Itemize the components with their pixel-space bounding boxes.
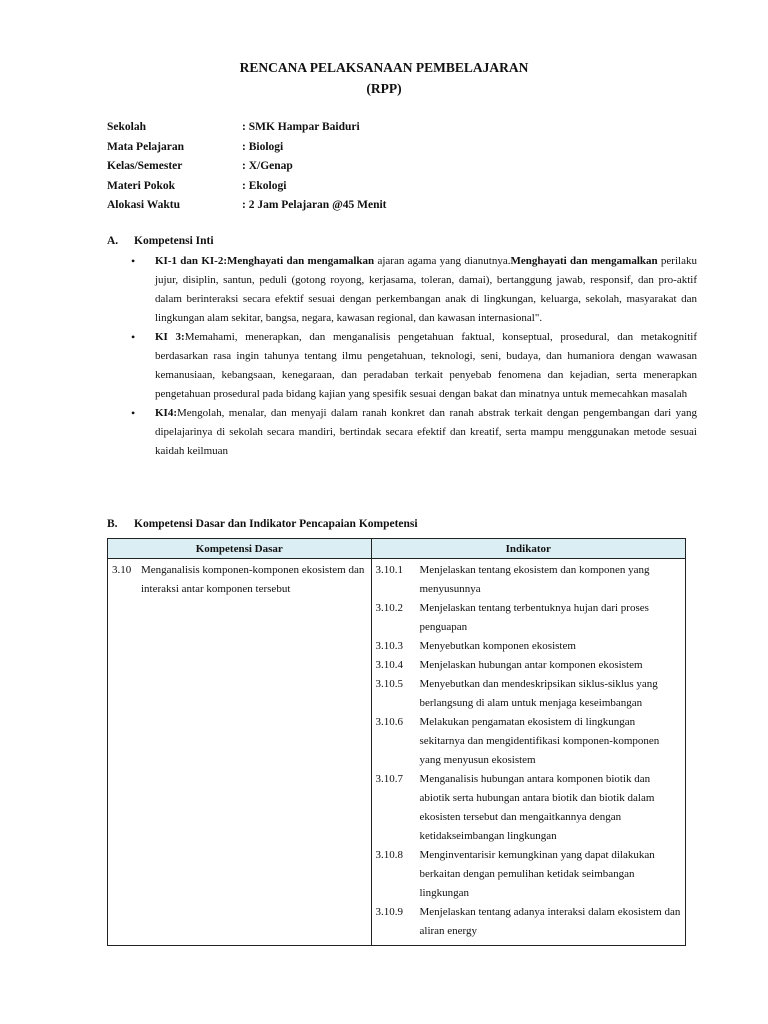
info-row-materi — [107, 180, 387, 200]
kd-text: Menganalisis komponen-komponen ekosistem dan interaksi antar komponen tersebut — [141, 564, 365, 595]
page-subtitle: (RPP) — [366, 81, 402, 96]
indikator-number: 3.10.4 — [375, 659, 403, 671]
info-value: : X/Genap — [242, 160, 293, 173]
indikator-text: Menginventarisir kemungkinan yang dapat dilakukan berkaitan dengan pemulihan ketidak seimbangan lingkungan — [419, 849, 655, 899]
column-header: Kompetensi Dasar — [108, 539, 372, 559]
page-title: RENCANA PELAKSANAAN PEMBELAJARAN — [239, 60, 529, 75]
bullet-icon: • — [131, 330, 136, 344]
indikator-item — [376, 637, 682, 656]
info-value: : 2 Jam Pelajaran @45 Menit — [242, 199, 387, 212]
indikator-item — [376, 713, 682, 770]
indikator-item — [376, 846, 682, 903]
indikator-item — [376, 599, 682, 637]
indikator-text: Menjelaskan tentang adanya interaksi dalam ekosistem dan aliran energy — [419, 906, 681, 937]
ki-text: ajaran agama yang dianutnya. — [374, 255, 511, 267]
table-header-row — [108, 539, 686, 559]
indikator-item — [376, 675, 682, 713]
indikator-number: 3.10.7 — [375, 773, 403, 785]
info-label: Sekolah — [107, 121, 146, 133]
kompetensi-inti-list — [131, 252, 697, 461]
indikator-cell — [371, 559, 686, 946]
ki-label: Menghayati dan mengamalkan — [510, 255, 658, 267]
bullet-icon: • — [131, 406, 136, 420]
list-item — [131, 328, 697, 404]
indikator-item — [376, 656, 682, 675]
indikator-text: Menjelaskan hubungan antar komponen ekosistem — [419, 659, 643, 671]
indikator-number: 3.10.1 — [375, 564, 403, 576]
ki-text: perilaku jujur, disiplin, santun, peduli (gotong royong, kerjasama, toleran, damai), bertanggung jawab, responsif, dan pro-aktif dalam berinteraksi secara efektif sesuai dengan perkembangan anak di lingkungan, keluarga, sekolah, masyarakat dan lingkungan alam sekitar, bangsa, negara, kawasan regional, dan kawasan internasional". — [155, 255, 697, 324]
indikator-text: Melakukan pengamatan ekosistem di lingkungan sekitarnya dan mengidentifikasi komponen-komponen yang menyusun ekosistem — [419, 716, 660, 766]
info-value: : Ekologi — [242, 179, 287, 192]
identity-block — [107, 121, 387, 219]
indikator-text: Menjelaskan tentang ekosistem dan komponen yang menyusunnya — [419, 564, 650, 595]
indikator-item — [376, 770, 682, 846]
indikator-text: Menyebutkan komponen ekosistem — [419, 640, 576, 652]
ki-label: KI4: — [155, 407, 177, 419]
table-row — [108, 559, 686, 946]
section-title: Kompetensi Inti — [134, 235, 214, 247]
kd-cell — [108, 559, 372, 946]
ki-text: Memahami, menerapkan, dan menganalisis pengetahuan faktual, konseptual, prosedural, dan metakognitif berdasarkan rasa ingin tahunya tentang ilmu pengetahuan, teknologi, seni, budaya, dan humaniora dengan wawasan kemanusiaan, kebangsaan, kenegaraan, dan peradaban terkait penyebab fenomena dan kejadian, serta menerapkan pengetahuan prosedural pada bidang kajian yang spesifik sesuai dengan bakat dan minatnya untuk memecahkan masalah — [155, 331, 698, 400]
ki-text: Mengolah, menalar, dan menyaji dalam ranah konkret dan ranah abstrak terkait dengan pengembangan dari yang dipelajarinya di sekolah secara mandiri, bertindak secara efektif dan kreatif, serta mampu menggunakan metode sesuai kaidah keilmuan — [155, 407, 697, 457]
kd-number: 3.10 — [112, 564, 132, 576]
indikator-number: 3.10.3 — [375, 640, 403, 652]
info-label: Kelas/Semester — [107, 160, 183, 173]
list-item — [131, 404, 697, 461]
indikator-number: 3.10.2 — [375, 602, 403, 614]
indikator-text: Menganalisis hubungan antara komponen biotik dan abiotik serta hubungan antara biotik dan biotik dalam ekosisten tersebut dan mengaitkannya dengan ketidakseimbangan lingkungan — [419, 773, 655, 842]
bullet-icon: • — [131, 254, 136, 268]
indikator-number: 3.10.6 — [375, 716, 403, 728]
section-b-heading — [107, 518, 418, 530]
list-item — [131, 252, 697, 328]
kd-indikator-table — [107, 538, 686, 946]
indikator-number: 3.10.9 — [375, 906, 403, 918]
indikator-number: 3.10.8 — [375, 849, 403, 861]
section-title: Kompetensi Dasar dan Indikator Pencapaian Kompetensi — [134, 518, 418, 530]
indikator-number: 3.10.5 — [375, 678, 403, 690]
section-number: A. — [107, 235, 119, 247]
info-value: : SMK Hampar Baiduri — [242, 121, 360, 133]
info-label: Alokasi Waktu — [107, 199, 180, 212]
indikator-item — [376, 561, 682, 599]
section-a-heading — [107, 235, 214, 247]
info-row-sekolah — [107, 121, 387, 141]
info-row-kelas — [107, 160, 387, 180]
info-value: : Biologi — [242, 140, 284, 153]
ki-label: KI 3: — [155, 331, 185, 343]
indikator-text: Menjelaskan tentang terbentuknya hujan dari proses penguapan — [419, 602, 649, 633]
info-row-alokasi — [107, 199, 387, 219]
section-number: B. — [107, 518, 118, 530]
ki-label: KI-1 dan KI-2:Menghayati dan mengamalkan — [155, 255, 375, 267]
info-row-mapel — [107, 141, 387, 161]
info-label: Mata Pelajaran — [107, 140, 184, 153]
indikator-text: Menyebutkan dan mendeskripsikan siklus-siklus yang berlangsung di alam untuk menjaga keseimbangan — [419, 678, 658, 709]
indikator-item — [376, 903, 682, 941]
column-header: Indikator — [371, 539, 686, 559]
info-label: Materi Pokok — [107, 179, 176, 192]
